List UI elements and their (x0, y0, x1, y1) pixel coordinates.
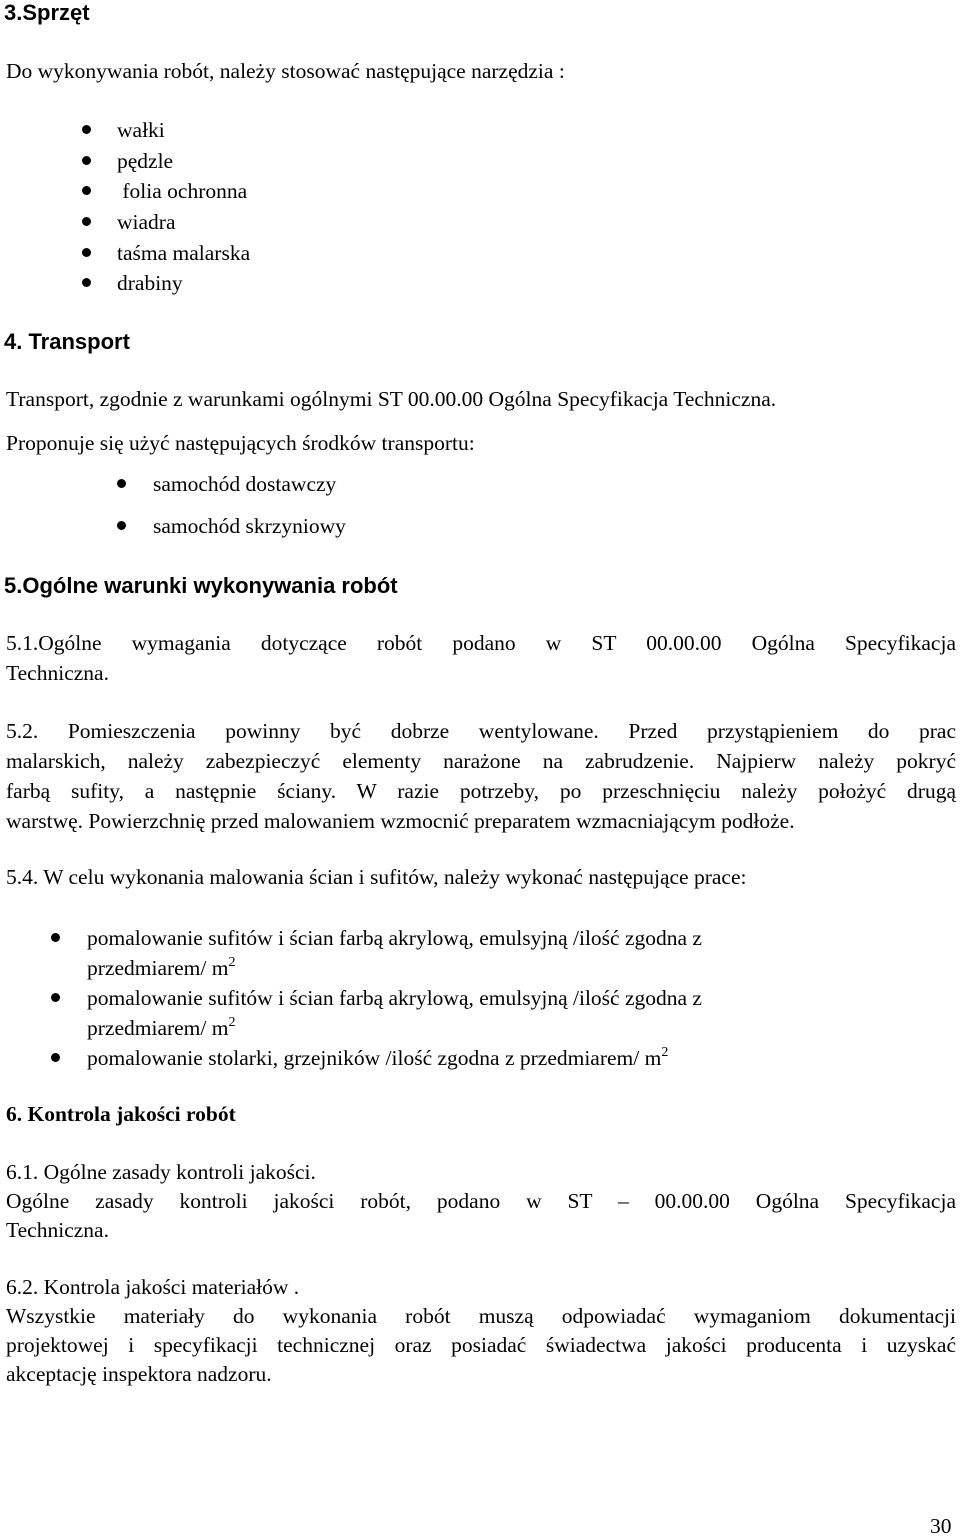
section-5-1-line-1: 5.1.Ogólne wymagania dotyczące robót podano w ST 00.00.00 Ogólna Specyfikacja (6, 631, 956, 655)
section-5-1-line-2: Techniczna. (6, 661, 109, 685)
tool-item-3: folia ochronna (117, 179, 248, 203)
section-4-line-1: Transport, zgodnie z warunkami ogólnymi ST 00.00.00 Ogólna Specyfikacja Techniczna. (6, 387, 777, 411)
bullet-icon (51, 1053, 60, 1062)
transport-item-2: samochód skrzyniowy (153, 514, 346, 538)
section-5-2-line-1: 5.2. Pomieszczenia powinny być dobrze wentylowane. Przed przystąpieniem do prac (6, 719, 956, 743)
superscript: 2 (228, 955, 236, 970)
section-3-intro: Do wykonywania robót, należy stosować następujące narzędzia : (6, 59, 565, 83)
section-6-1-title: 6.1. Ogólne zasady kontroli jakości. (6, 1160, 316, 1184)
tool-item-5: taśma malarska (117, 241, 251, 265)
section-6-2-line-2: projektowej i specyfikacji technicznej oraz posiadać świadectwa jakości producenta i uzyskać (6, 1333, 956, 1357)
bullet-icon (82, 156, 91, 165)
tool-item-4: wiadra (117, 210, 176, 234)
bullet-icon (51, 933, 60, 942)
tool-item-6: drabiny (117, 271, 183, 295)
superscript: 2 (661, 1045, 669, 1060)
section-5-2-line-3: farbą sufity, a następnie ściany. W razie potrzeby, po przeschnięciu należy położyć drugą (6, 779, 956, 803)
section-6-1-line-2: Techniczna. (6, 1218, 109, 1242)
bullet-icon (117, 521, 126, 530)
section-5-4-intro: 5.4. W celu wykonania malowania ścian i sufitów, należy wykonać następujące prace: (6, 865, 747, 889)
bullet-icon (82, 217, 91, 226)
section-6-2-line-1: Wszystkie materiały do wykonania robót muszą odpowiadać wymaganiom dokumentacji (6, 1304, 956, 1328)
bullet-icon (117, 479, 126, 488)
work-item-1-line-1: pomalowanie sufitów i ścian farbą akrylową, emulsyjną /ilość zgodna z (87, 926, 702, 950)
page-number: 30 (930, 1514, 952, 1538)
work-item-2-line-1: pomalowanie sufitów i ścian farbą akrylową, emulsyjną /ilość zgodna z (87, 986, 702, 1010)
section-4-line-2: Proponuje się użyć następujących środków transportu: (6, 431, 475, 455)
bullet-icon (82, 186, 91, 195)
section-5-2-line-4: warstwę. Powierzchnię przed malowaniem wzmocnić preparatem wzmacniającym podłoże. (6, 809, 795, 833)
bullet-icon (82, 125, 91, 134)
section-3-heading: 3.Sprzęt (4, 0, 90, 25)
transport-item-1: samochód dostawczy (153, 472, 337, 496)
section-6-1-line-1: Ogólne zasady kontroli jakości robót, podano w ST – 00.00.00 Ogólna Specyfikacja (6, 1189, 956, 1213)
superscript: 2 (228, 1015, 236, 1030)
section-6-2-line-3: akceptację inspektora nadzoru. (6, 1362, 272, 1386)
section-6-heading: 6. Kontrola jakości robót (6, 1102, 236, 1126)
section-5-2-line-2: malarskich, należy zabezpieczyć elementy narażone na zabrudzenie. Najpierw należy pokryć (6, 749, 956, 773)
tool-item-2: pędzle (117, 149, 174, 173)
work-item-3: pomalowanie stolarki, grzejników /ilość zgodna z przedmiarem/ $m^2$ (87, 1045, 669, 1070)
bullet-icon (51, 993, 60, 1002)
bullet-icon (82, 248, 91, 257)
work-item-1-line-2: przedmiarem/ $m^2$ (87, 955, 236, 980)
section-5-heading: 5.Ogólne warunki wykonywania robót (4, 573, 398, 598)
tool-item-1: wałki (117, 118, 165, 142)
bullet-icon (82, 278, 91, 287)
section-4-heading: 4. Transport (4, 329, 130, 354)
work-item-2-line-2: przedmiarem/ $m^2$ (87, 1015, 236, 1040)
section-6-2-title: 6.2. Kontrola jakości materiałów . (6, 1275, 300, 1299)
